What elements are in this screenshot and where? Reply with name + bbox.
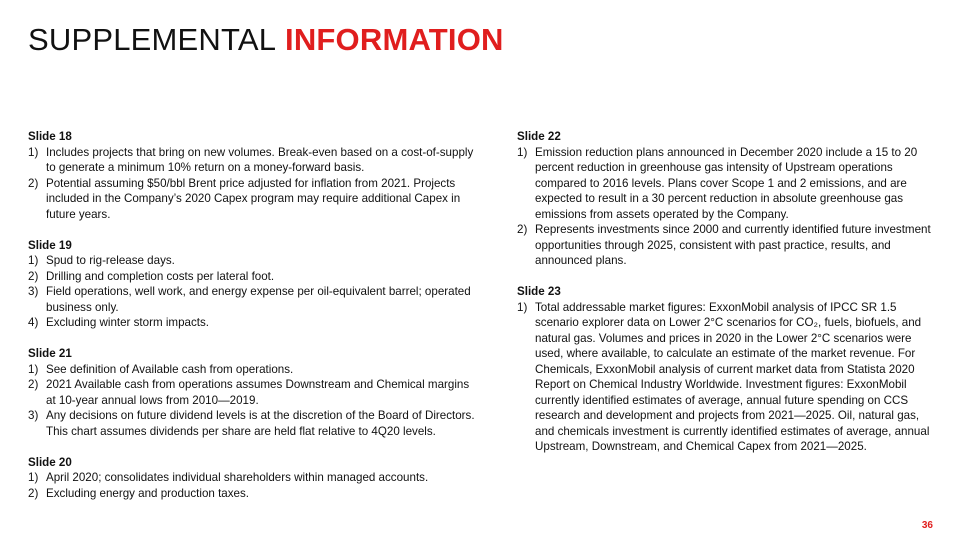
note-text: Includes projects that bring on new volumes. Break-even based on a cost-of-supply to generate a minimum 10% return on a money-forward basis. — [46, 145, 474, 174]
notes-section — [28, 346, 480, 439]
note-item — [28, 408, 480, 439]
note-number: 3) — [28, 285, 39, 298]
note-text: See definition of Available cash from operations. — [46, 362, 294, 376]
notes-list — [28, 253, 480, 331]
section-title: Slide 19 — [28, 238, 72, 252]
note-text: Emission reduction plans announced in December 2020 include a 15 to 20 percent reduction in greenhouse gas intensity of Upstream operations compared to 2016 levels. Plans cover Scope 1 and 2 emissions, and are expected to result in a 30 percent reduction in absolute greenhouse gas emissions from assets operated by the Company. — [535, 145, 918, 221]
note-text: 2021 Available cash from operations assumes Downstream and Chemical margins at 10-year annual lows from 2010—2019. — [46, 378, 470, 407]
note-number: 1) — [517, 300, 528, 314]
page-number: 36 — [921, 520, 933, 531]
note-text: Represents investments since 2000 and currently identified future investment opportunities through 2025, consistent with past practice, results, and announced plans. — [535, 223, 931, 267]
note-item — [28, 486, 480, 502]
right-notes-column — [517, 129, 937, 470]
notes-list — [517, 145, 937, 269]
note-number: 1) — [517, 145, 528, 159]
notes-list — [28, 145, 480, 223]
note-text: Field operations, well work, and energy expense per oil-equivalent barrel; operated business only. — [46, 285, 471, 314]
note-item — [28, 470, 480, 486]
page-title-bold: INFORMATION — [285, 22, 504, 57]
note-item — [28, 284, 480, 315]
note-item — [28, 253, 480, 269]
note-text: Total addressable market figures: ExxonMobil analysis of IPCC SR 1.5 scenario explorer data on Lower 2°C scenarios for CO₂, fuels, biofuels, and natural gas. Volumes and prices in 2020 in the Lower 2°C scenarios were used, where available, to calculate an estimate of the market revenue. For Chemicals, ExxonMobil analysis of current market data from Statista 2020 Report on Chemical Industry Worldwide. Investment figures: ExxonMobil currently identified estimates of average, annual future spending on CCS research and development and projects from 2021—2025. Oil, natural gas, and chemicals investment is currently identified estimates of average, annual Upstream, Downstream, and Chemical Capex from 2021—2025. — [535, 300, 930, 453]
note-number: 1) — [28, 362, 39, 376]
page-title-light: SUPPLEMENTAL — [28, 22, 277, 57]
note-text: Spud to rig-release days. — [46, 254, 175, 267]
notes-section — [517, 129, 937, 269]
section-title: Slide 22 — [517, 130, 561, 143]
note-number: 1) — [28, 254, 39, 267]
note-number: 2) — [28, 176, 39, 190]
note-item — [28, 377, 480, 408]
notes-list — [28, 470, 480, 501]
notes-section — [517, 284, 937, 455]
note-number: 2) — [28, 269, 39, 283]
note-item — [28, 145, 480, 176]
notes-section — [28, 238, 480, 331]
notes-section — [28, 455, 480, 502]
note-text: Any decisions on future dividend levels is at the discretion of the Board of Directors. This chart assumes dividends per share are held flat relative to 4Q20 levels. — [46, 409, 475, 438]
note-item — [517, 300, 937, 455]
note-text: Drilling and completion costs per lateral foot. — [46, 269, 275, 283]
note-item — [28, 315, 480, 331]
note-text: Excluding winter storm impacts. — [46, 316, 210, 329]
section-title: Slide 23 — [517, 285, 561, 298]
section-title: Slide 21 — [28, 347, 72, 360]
note-text: Excluding energy and production taxes. — [46, 486, 250, 500]
note-number: 2) — [28, 378, 39, 391]
note-item — [28, 269, 480, 285]
note-item — [28, 362, 480, 378]
note-number: 2) — [517, 223, 528, 236]
note-item — [517, 222, 937, 269]
note-item — [28, 176, 480, 223]
note-number: 4) — [28, 316, 39, 329]
notes-section — [28, 129, 480, 222]
note-text: April 2020; consolidates individual shareholders within managed accounts. — [46, 471, 429, 484]
note-number: 1) — [28, 471, 39, 484]
note-text: Potential assuming $50/bbl Brent price adjusted for inflation from 2021. Projects included in the Company’s 2020 Capex program may require additional Capex in future years. — [46, 176, 461, 221]
page-title — [28, 22, 504, 58]
notes-list — [517, 300, 937, 455]
notes-list — [28, 362, 480, 440]
section-title: Slide 18 — [28, 130, 72, 143]
note-number: 2) — [28, 486, 39, 500]
note-item — [517, 145, 937, 223]
section-title: Slide 20 — [28, 455, 72, 469]
note-number: 1) — [28, 145, 39, 159]
note-number: 3) — [28, 409, 39, 422]
left-notes-column — [28, 129, 480, 517]
